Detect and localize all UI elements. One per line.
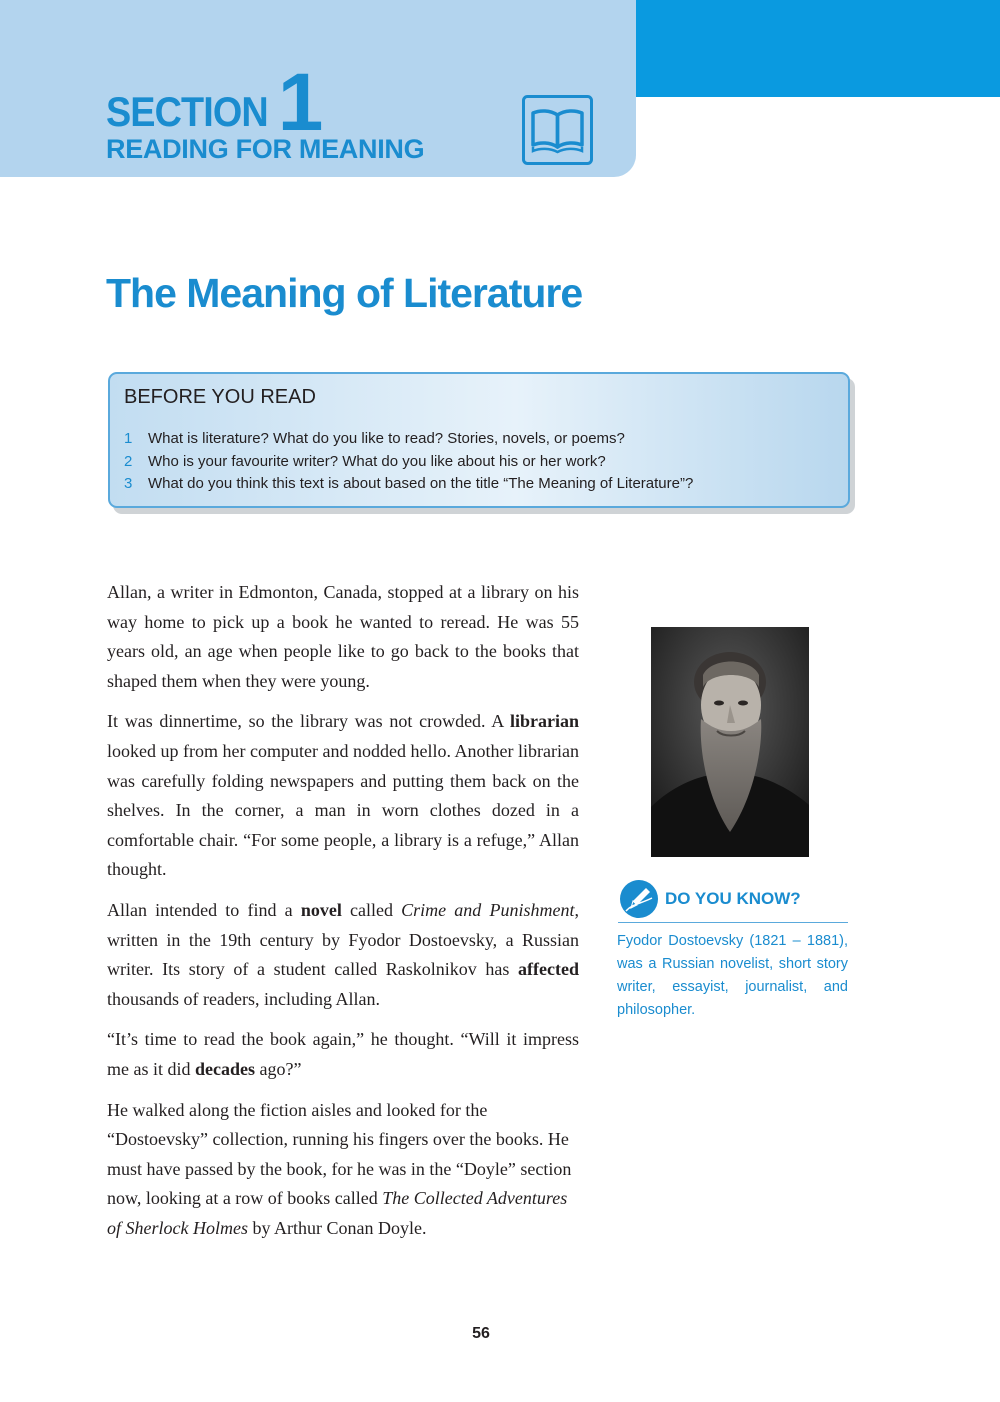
list-item xyxy=(124,428,693,451)
item-number: 1 xyxy=(124,430,133,447)
section-subtitle: READING FOR MEANING xyxy=(106,134,425,164)
before-you-read-list xyxy=(124,428,693,496)
paragraph-1: Allan, a writer in Edmonton, Canada, stopped at a library on his way home to pick up a book he wanted to reread. He was 55 years old, an age when people like to go back to the books that shaped them when they were young. xyxy=(107,582,579,691)
portrait-photo xyxy=(651,627,809,857)
book-title: Crime and Punishment xyxy=(401,899,575,920)
vocab-affected: affected xyxy=(518,959,579,980)
section-number: 1 xyxy=(277,57,322,148)
item-number: 3 xyxy=(124,475,133,492)
before-you-read-heading: BEFORE YOU READ xyxy=(124,386,316,408)
item-text: What do you think this text is about based on the title “The Meaning of Literature”? xyxy=(148,475,694,492)
item-number: 2 xyxy=(124,452,133,470)
header-accent-bar xyxy=(636,0,1000,97)
reading-passage xyxy=(107,578,579,1254)
item-text: Who is your favourite writer? What do you like about his or her work? xyxy=(148,452,606,470)
paragraph-2: It was dinnertime, so the library was not crowded. A librarian looked up from her computer and nodded hello. Another librarian was carefully folding newspapers and putting them back on the shelves. In the corner, a man in worn clothes dozed in a comfortable chair. “For some people, a library is a refuge,” Allan thought. xyxy=(107,711,579,880)
did-you-know-text: Fyodor Dostoevsky (1821 – 1881), was a Russian novelist, short story writer, essayist, journalist, and philosopher. xyxy=(617,933,848,1018)
before-you-read-box xyxy=(108,372,850,508)
list-item xyxy=(124,473,693,496)
vocab-librarian: librarian xyxy=(509,711,579,732)
divider xyxy=(618,922,848,923)
vocab-novel: novel xyxy=(300,899,342,920)
page-title: The Meaning of Literature xyxy=(106,270,583,316)
section-heading xyxy=(106,57,322,148)
book-title: The Collected Adventures of Sherlock Holmes xyxy=(107,1188,568,1238)
paragraph-5: He walked along the fiction aisles and looked for the “Dostoevsky” collection, running his fingers over the books. He must have passed by the book, for he was in the “Doyle” section now, looking at a row of books called The Collected Adventures of Sherlock Holmes by Arthur Conan Doyle. xyxy=(107,1099,572,1238)
vocab-decades: decades xyxy=(195,1058,255,1079)
item-text: What is literature? What do you like to read? Stories, novels, or poems? xyxy=(148,430,625,447)
open-book-icon xyxy=(522,95,593,165)
did-you-know-heading: DO YOU KNOW? xyxy=(665,889,801,908)
paragraph-3: Allan intended to find a novel called Crime and Punishment, written in the 19th century by Fyodor Dostoevsky, a Russian writer. Its story of a student called Raskolnikov has affected thousands of readers, including Allan. xyxy=(107,899,579,1009)
page-number: 56 xyxy=(472,1325,490,1342)
pencil-circle-icon xyxy=(618,878,660,920)
paragraph-4: “It’s time to read the book again,” he thought. “Will it impress me as it did decades ago?” xyxy=(107,1029,579,1079)
section-word: SECTION xyxy=(106,88,268,135)
list-item xyxy=(124,451,693,474)
